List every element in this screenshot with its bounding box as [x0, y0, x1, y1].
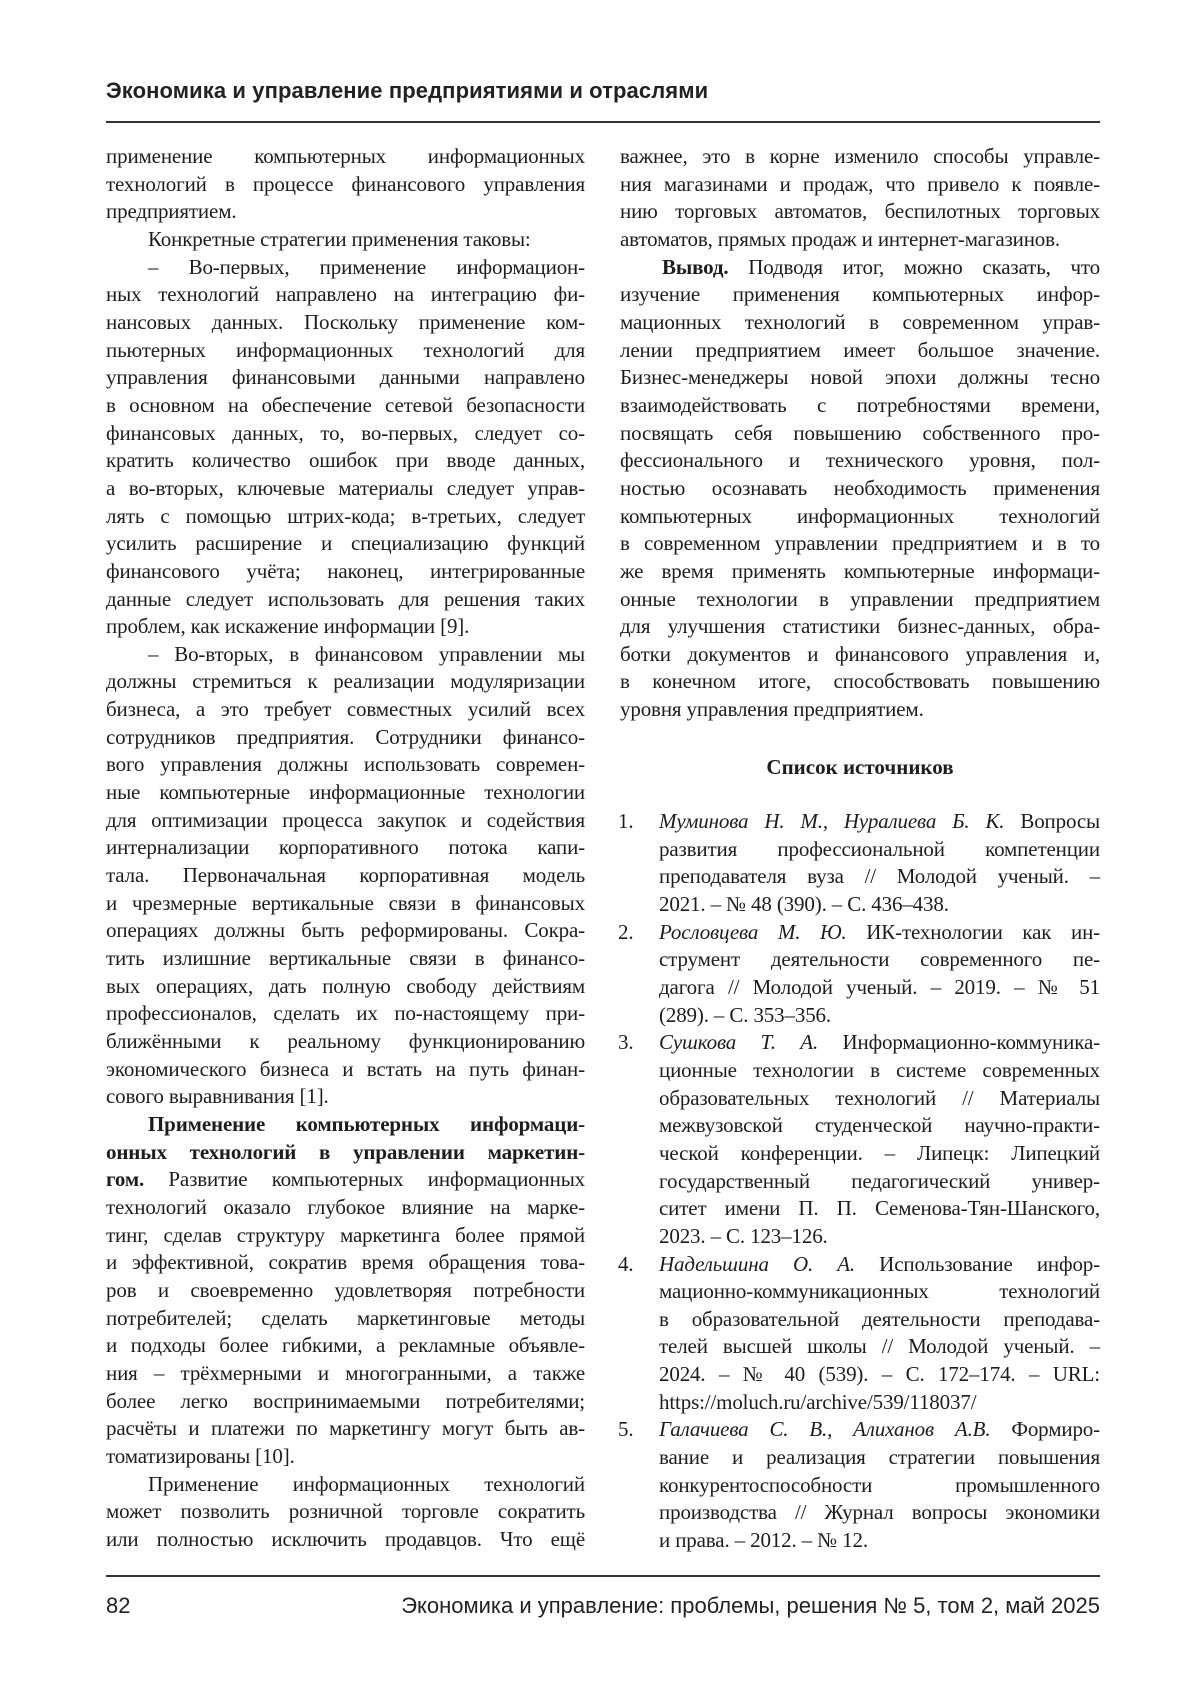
text-line: Применение информационных технологий — [106, 1471, 585, 1499]
reference-item — [618, 1416, 1100, 1554]
text-line: лении предприятием имеет большое значение. — [620, 337, 1100, 365]
text-line: вание и реализация стратегии повышения — [659, 1444, 1100, 1472]
text-line: тить излишние вертикальные связи в финансо- — [106, 945, 585, 973]
text-line: должны стремиться к реализации модуляризации — [106, 668, 585, 696]
text-line: производства // Журнал вопросы экономики — [659, 1499, 1100, 1527]
text-line: в образовательной деятельности преподава- — [659, 1306, 1100, 1334]
text-line — [620, 254, 1100, 282]
text-run: Развитие компьютерных информационных — [144, 1167, 585, 1191]
paragraph — [106, 1471, 585, 1554]
page-number: 82 — [106, 1593, 130, 1619]
text-line: а во-вторых, ключевые материалы следует управ- — [106, 475, 585, 503]
right-column — [620, 143, 1100, 724]
text-line: же время применять компьютерные информаци- — [620, 558, 1100, 586]
text-line — [659, 919, 1100, 947]
text-line: более легко воспринимаемыми потребителями; — [106, 1388, 585, 1416]
text-line: 2023. – С. 123–126. — [659, 1223, 1100, 1251]
author-names: Галачиева С. В., Алиханов А.В. — [659, 1417, 990, 1441]
text-line: тинг, сделав структуру маркетинга более прямой — [106, 1222, 585, 1250]
text-line: струмент деятельности современного пе- — [659, 946, 1100, 974]
text-line: ботки документов и финансового управления и, — [620, 641, 1100, 669]
text-line: дагога // Молодой ученый. – 2019. – № 51 — [659, 974, 1100, 1002]
reference-number: 1. — [618, 808, 633, 836]
text-line: для улучшения статистики бизнес-данных, обра- — [620, 613, 1100, 641]
text-line: конкурентоспособности промышленного — [659, 1472, 1100, 1500]
text-line: усилить расширение и специализацию функций — [106, 530, 585, 558]
text-line: сотрудников предприятия. Сотрудники финансо- — [106, 724, 585, 752]
text-line — [659, 808, 1100, 836]
text-line: финансовых данных, то, во-первых, следует со- — [106, 420, 585, 448]
text-line: ные компьютерные информационные технологии — [106, 779, 585, 807]
text-line: уровня управления предприятием. — [620, 696, 1100, 724]
text-line: посвящать себя повышению собственного про- — [620, 420, 1100, 448]
text-line: нансовых данных. Поскольку применение ком- — [106, 309, 585, 337]
author-names: Рословцева М. Ю. — [659, 920, 847, 944]
text-line: и права. – 2012. – № 12. — [659, 1527, 1100, 1555]
author-names: Надельшина О. А. — [659, 1252, 855, 1276]
text-line: бизнеса, а это требует совместных усилий всех — [106, 696, 585, 724]
text-line: ных технологий направлено на интеграцию фи- — [106, 281, 585, 309]
text-line: онные технологии в управлении предприятием — [620, 586, 1100, 614]
text-line: пьютерных информационных технологий для — [106, 337, 585, 365]
reference-number: 4. — [618, 1251, 633, 1279]
text-line: ционные технологии в системе современных — [659, 1057, 1100, 1085]
text-run: Вопросы — [1004, 809, 1100, 833]
text-line: взаимодействовать с потребностями времени, — [620, 392, 1100, 420]
text-line: операциях должны быть реформированы. Сокра- — [106, 917, 585, 945]
text-line — [659, 1416, 1100, 1444]
text-line: финансового учёта; наконец, интегрированные — [106, 558, 585, 586]
text-line: предприятием. — [106, 198, 585, 226]
text-line — [106, 1139, 585, 1167]
reference-number: 5. — [618, 1416, 633, 1444]
paragraph — [620, 143, 1100, 254]
text-line: межвузовской студенческой научно-практи- — [659, 1112, 1100, 1140]
reference-item — [618, 808, 1100, 919]
text-line: и эффективной, сократив время обращения това- — [106, 1249, 585, 1277]
text-run: Подводя итог, можно сказать, что — [728, 255, 1100, 279]
text-line: управления финансовыми данными направлено — [106, 364, 585, 392]
text-line: и подходы более гибкими, а рекламные объявле- — [106, 1332, 585, 1360]
paragraph — [106, 1111, 585, 1471]
text-line: ния – трёхмерными и многогранными, а также — [106, 1360, 585, 1388]
text-line: телей высшей школы // Молодой ученый. – — [659, 1333, 1100, 1361]
text-line: изучение применения компьютерных инфор- — [620, 281, 1100, 309]
text-line: расчёты и платежи по маркетингу могут быть ав- — [106, 1415, 585, 1443]
bold-run: онных технологий в управлении маркетин- — [106, 1140, 585, 1164]
text-line: 2024. – № 40 (539). – С. 172–174. – URL: — [659, 1361, 1100, 1389]
author-names: Сушкова Т. А. — [659, 1030, 818, 1054]
reference-item — [618, 1029, 1100, 1250]
text-run: Формиро- — [990, 1417, 1100, 1441]
running-header: Экономика и управление предприятиями и отраслями — [106, 78, 708, 104]
text-line: – Во-первых, применение информацион- — [106, 254, 585, 282]
text-line: профессионалов, сделать их по-настоящему при- — [106, 1000, 585, 1028]
text-line — [659, 1029, 1100, 1057]
text-line — [106, 1111, 585, 1139]
paragraph — [106, 143, 585, 226]
text-line: ческой конференции. – Липецк: Липецкий — [659, 1140, 1100, 1168]
text-line: вых операциях, дать полную свободу действиям — [106, 973, 585, 1001]
text-line: ров и своевременно удовлетворяя потребности — [106, 1277, 585, 1305]
text-line: кратить количество ошибок при вводе данных, — [106, 447, 585, 475]
reference-number: 3. — [618, 1029, 633, 1057]
text-line: (289). – С. 353–356. — [659, 1002, 1100, 1030]
text-run: Информационно-коммуника- — [818, 1030, 1100, 1054]
text-line: или полностью исключить продавцов. Что ещё — [106, 1526, 585, 1554]
text-line: в основном на обеспечение сетевой безопасности — [106, 392, 585, 420]
text-line: в конечном итоге, способствовать повышению — [620, 668, 1100, 696]
bold-run: Применение компьютерных информаци- — [148, 1112, 585, 1136]
text-line: https://moluch.ru/archive/539/118037/ — [659, 1389, 1100, 1417]
bold-run: гом. — [106, 1167, 144, 1191]
text-line: сового выравнивания [1]. — [106, 1083, 585, 1111]
text-line: потребителей; сделать маркетинговые методы — [106, 1305, 585, 1333]
text-line: ностью осознавать необходимость применения — [620, 475, 1100, 503]
text-line: томатизированы [10]. — [106, 1443, 585, 1471]
author-names: Муминова Н. М., Нуралиева Б. К. — [659, 809, 1004, 833]
text-line: мационных технологий в современном управ- — [620, 309, 1100, 337]
left-column — [106, 143, 585, 1553]
text-line — [106, 1166, 585, 1194]
text-line: автоматов, прямых продаж и интернет-магазинов. — [620, 226, 1100, 254]
text-line: в современном управлении предприятием и в то — [620, 530, 1100, 558]
text-line: фессионального и технического уровня, пол- — [620, 447, 1100, 475]
text-line: Бизнес-менеджеры новой эпохи должны тесно — [620, 364, 1100, 392]
paragraph — [620, 254, 1100, 724]
text-line: компьютерных информационных технологий — [620, 503, 1100, 531]
header-rule — [106, 121, 1100, 123]
text-line: Конкретные стратегии применения таковы: — [106, 226, 585, 254]
text-line: ния магазинами и продаж, что привело к появле- — [620, 171, 1100, 199]
text-line: образовательных технологий // Материалы — [659, 1085, 1100, 1113]
text-line: технологий оказало глубокое влияние на марке- — [106, 1194, 585, 1222]
text-line: экономического бизнеса и встать на путь финан- — [106, 1056, 585, 1084]
paragraph — [106, 641, 585, 1111]
text-line: важнее, это в корне изменило способы управле- — [620, 143, 1100, 171]
text-line: преподавателя вуза // Молодой ученый. – — [659, 863, 1100, 891]
text-line: мационно-коммуникационных технологий — [659, 1278, 1100, 1306]
text-line: и чрезмерные вертикальные связи в финансовых — [106, 890, 585, 918]
references-heading: Список источников — [620, 754, 1100, 782]
text-line: развития профессиональной компетенции — [659, 836, 1100, 864]
text-line: лять с помощью штрих-кода; в-третьих, следует — [106, 503, 585, 531]
paragraph — [106, 226, 585, 254]
text-run: Использование инфор- — [855, 1252, 1100, 1276]
reference-item — [618, 1251, 1100, 1417]
text-line: вого управления должны использовать современ- — [106, 751, 585, 779]
footer-rule — [106, 1575, 1100, 1577]
reference-number: 2. — [618, 919, 633, 947]
text-line: может позволить розничной торговле сократить — [106, 1498, 585, 1526]
text-line: интернализации корпоративного потока капи- — [106, 834, 585, 862]
paragraph — [106, 254, 585, 641]
text-line: применение компьютерных информационных — [106, 143, 585, 171]
text-line: ситет имени П. П. Семенова-Тян-Шанского, — [659, 1195, 1100, 1223]
references-list — [618, 808, 1100, 1555]
text-line: тала. Первоначальная корпоративная модель — [106, 862, 585, 890]
text-line: данные следует использовать для решения таких — [106, 586, 585, 614]
bold-run: Вывод. — [662, 255, 728, 279]
reference-item — [618, 919, 1100, 1030]
text-line: технологий в процессе финансового управления — [106, 171, 585, 199]
text-line: ближёнными к реальному функционированию — [106, 1028, 585, 1056]
text-line: для оптимизации процесса закупок и содействия — [106, 807, 585, 835]
journal-footer: Экономика и управление: проблемы, решения № 5, том 2, май 2025 — [401, 1593, 1100, 1619]
text-line — [659, 1251, 1100, 1279]
text-line: – Во-вторых, в финансовом управлении мы — [106, 641, 585, 669]
text-line: 2021. – № 48 (390). – С. 436–438. — [659, 891, 1100, 919]
text-line: нию торговых автоматов, беспилотных торговых — [620, 198, 1100, 226]
text-run: ИК-технологии как ин- — [847, 920, 1100, 944]
text-line: проблем, как искажение информации [9]. — [106, 613, 585, 641]
text-line: государственный педагогический универ- — [659, 1168, 1100, 1196]
